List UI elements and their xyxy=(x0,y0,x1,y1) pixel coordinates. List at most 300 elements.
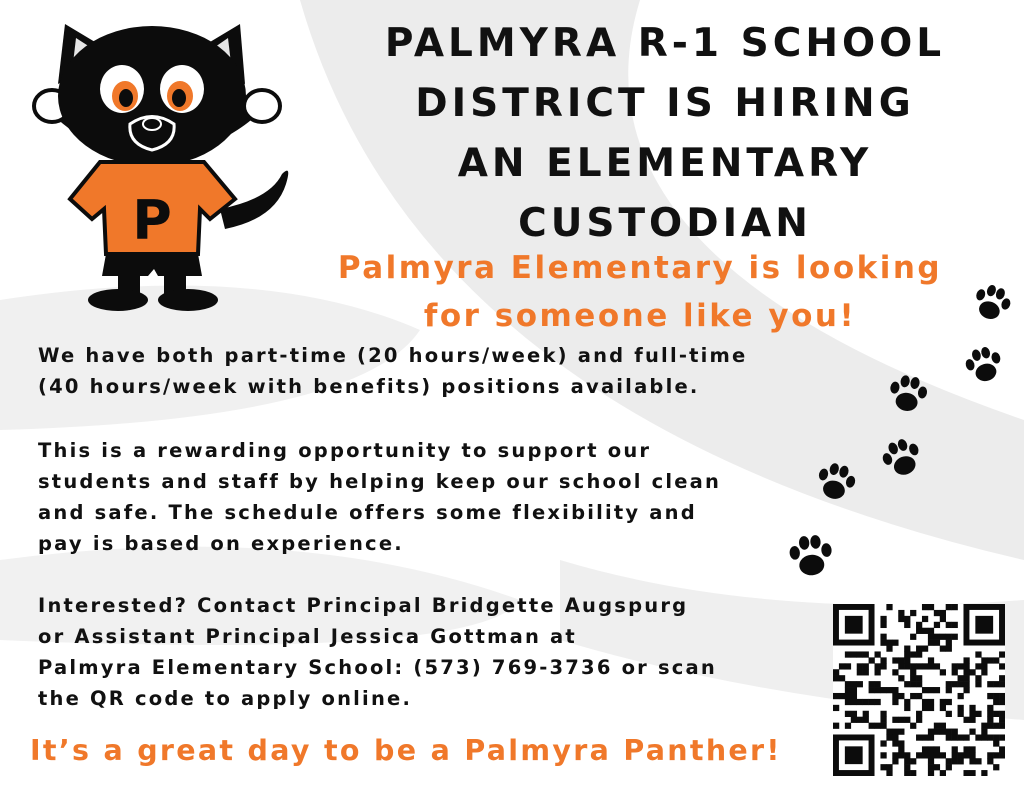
qr-module xyxy=(839,663,845,669)
paw-print-icon xyxy=(814,460,858,504)
panther-mascot-icon xyxy=(30,14,290,314)
qr-module xyxy=(987,717,993,723)
qr-module xyxy=(892,669,898,675)
qr-module xyxy=(916,711,922,717)
qr-module xyxy=(886,764,892,770)
qr-module xyxy=(993,752,999,758)
qr-module xyxy=(880,622,886,628)
qr-module xyxy=(904,752,910,758)
qr-module xyxy=(845,693,851,699)
qr-module xyxy=(975,651,981,657)
qr-module xyxy=(886,770,892,776)
qr-module xyxy=(999,693,1005,699)
qr-module xyxy=(928,663,934,669)
qr-module xyxy=(916,734,922,740)
qr-module xyxy=(940,610,946,616)
qr-module xyxy=(892,729,898,735)
paragraph-line: Palmyra Elementary School: (573) 769-3736 or scan xyxy=(38,656,717,679)
qr-module xyxy=(892,693,898,699)
qr-module xyxy=(863,663,869,669)
qr-module xyxy=(869,699,875,705)
qr-module xyxy=(898,663,904,669)
qr-module xyxy=(969,770,975,776)
qr-module xyxy=(928,746,934,752)
qr-module xyxy=(910,669,916,675)
qr-module xyxy=(845,687,851,693)
mascot-shirt-letter: P xyxy=(132,189,172,252)
qr-module xyxy=(987,711,993,717)
qr-module xyxy=(916,717,922,723)
qr-module xyxy=(922,699,928,705)
qr-module xyxy=(922,604,928,610)
qr-module xyxy=(981,669,987,675)
qr-module xyxy=(928,634,934,640)
qr-module xyxy=(981,663,987,669)
qr-module xyxy=(952,729,958,735)
qr-code-icon xyxy=(833,604,1005,776)
qr-module xyxy=(993,711,999,717)
qr-module xyxy=(880,752,886,758)
qr-module xyxy=(892,758,898,764)
qr-module xyxy=(969,729,975,735)
qr-module xyxy=(946,634,952,640)
qr-module xyxy=(857,717,863,723)
qr-module xyxy=(952,663,958,669)
qr-module xyxy=(928,770,934,776)
paragraph-line: or Assistant Principal Jessica Gottman at xyxy=(38,625,577,648)
qr-module xyxy=(922,746,928,752)
qr-module xyxy=(952,622,958,628)
qr-module xyxy=(910,723,916,729)
qr-module xyxy=(934,746,940,752)
qr-module xyxy=(969,758,975,764)
qr-module xyxy=(916,651,922,657)
qr-module xyxy=(833,723,839,729)
qr-module xyxy=(987,723,993,729)
qr-module xyxy=(869,723,875,729)
qr-module xyxy=(910,681,916,687)
qr-module xyxy=(946,734,952,740)
qr-module xyxy=(934,640,940,646)
qr-module xyxy=(975,675,981,681)
qr-module xyxy=(952,752,958,758)
qr-module xyxy=(999,681,1005,687)
qr-module xyxy=(904,622,910,628)
paw-print-icon xyxy=(970,282,1014,324)
qr-module xyxy=(892,717,898,723)
qr-module xyxy=(898,657,904,663)
qr-module xyxy=(999,723,1005,729)
qr-module xyxy=(969,752,975,758)
qr-module xyxy=(922,616,928,622)
qr-module xyxy=(981,723,987,729)
qr-module xyxy=(981,770,987,776)
qr-module xyxy=(863,651,869,657)
qr-module xyxy=(892,640,898,646)
headline xyxy=(360,14,970,254)
qr-module xyxy=(946,687,952,693)
qr-module xyxy=(975,681,981,687)
qr-finder-pattern xyxy=(975,616,993,634)
qr-module xyxy=(886,734,892,740)
qr-module xyxy=(940,646,946,652)
qr-module xyxy=(987,734,993,740)
qr-module xyxy=(999,746,1005,752)
qr-module xyxy=(928,687,934,693)
qr-module xyxy=(928,752,934,758)
qr-module xyxy=(987,705,993,711)
qr-module xyxy=(946,711,952,717)
qr-module xyxy=(904,657,910,663)
opportunity-paragraph xyxy=(38,435,798,559)
paragraph-line: and safe. The schedule offers some flexibility and xyxy=(38,501,697,524)
qr-module xyxy=(898,693,904,699)
qr-module xyxy=(993,764,999,770)
paragraph-line: Interested? Contact Principal Bridgette Augspurg xyxy=(38,594,689,617)
qr-module xyxy=(922,628,928,634)
qr-module xyxy=(851,651,857,657)
qr-module xyxy=(993,734,999,740)
qr-module xyxy=(880,640,886,646)
qr-module xyxy=(963,746,969,752)
qr-module xyxy=(880,717,886,723)
qr-module xyxy=(898,675,904,681)
qr-module xyxy=(880,687,886,693)
qr-module xyxy=(880,663,886,669)
qr-module xyxy=(922,734,928,740)
qr-module xyxy=(851,693,857,699)
qr-module xyxy=(922,663,928,669)
qr-module xyxy=(863,717,869,723)
positions-paragraph xyxy=(38,340,798,402)
qr-module xyxy=(940,723,946,729)
qr-module xyxy=(886,646,892,652)
qr-module xyxy=(958,663,964,669)
qr-module xyxy=(928,640,934,646)
qr-module xyxy=(851,699,857,705)
contact-paragraph xyxy=(38,590,798,714)
qr-module xyxy=(963,770,969,776)
qr-module xyxy=(916,752,922,758)
qr-module xyxy=(886,729,892,735)
qr-module xyxy=(875,699,881,705)
subheadline-line: for someone like you! xyxy=(423,298,857,334)
qr-module xyxy=(952,669,958,675)
paragraph-line: This is a rewarding opportunity to support our xyxy=(38,439,652,462)
qr-module xyxy=(857,669,863,675)
qr-module xyxy=(969,746,975,752)
qr-module xyxy=(946,681,952,687)
qr-module xyxy=(934,622,940,628)
qr-module xyxy=(946,646,952,652)
qr-module xyxy=(993,657,999,663)
qr-module xyxy=(981,729,987,735)
paragraph-line: We have both part-time (20 hours/week) and full-time xyxy=(38,344,748,367)
qr-module xyxy=(880,740,886,746)
qr-module xyxy=(892,752,898,758)
qr-module xyxy=(969,717,975,723)
qr-module xyxy=(922,705,928,711)
qr-module xyxy=(863,669,869,675)
qr-module xyxy=(928,657,934,663)
qr-module xyxy=(875,681,881,687)
qr-module xyxy=(880,711,886,717)
qr-module xyxy=(875,723,881,729)
qr-module xyxy=(916,628,922,634)
qr-module xyxy=(863,699,869,705)
qr-module xyxy=(904,764,910,770)
qr-module xyxy=(845,699,851,705)
qr-module xyxy=(958,711,964,717)
qr-module xyxy=(946,758,952,764)
qr-module xyxy=(928,729,934,735)
headline-line: AN ELEMENTARY xyxy=(457,141,873,186)
qr-module xyxy=(916,622,922,628)
qr-module xyxy=(904,681,910,687)
qr-module xyxy=(898,717,904,723)
qr-module xyxy=(875,669,881,675)
qr-module xyxy=(910,610,916,616)
qr-module xyxy=(904,616,910,622)
paragraph-line: pay is based on experience. xyxy=(38,532,404,555)
qr-module xyxy=(833,669,839,675)
qr-module xyxy=(869,657,875,663)
qr-module xyxy=(875,687,881,693)
qr-module xyxy=(975,711,981,717)
qr-module xyxy=(963,734,969,740)
qr-module xyxy=(999,651,1005,657)
qr-module xyxy=(999,752,1005,758)
qr-module xyxy=(981,734,987,740)
qr-module xyxy=(940,705,946,711)
qr-module xyxy=(958,693,964,699)
qr-module xyxy=(869,687,875,693)
qr-module xyxy=(958,705,964,711)
qr-module xyxy=(886,640,892,646)
qr-module xyxy=(934,752,940,758)
qr-module xyxy=(969,669,975,675)
qr-module xyxy=(940,669,946,675)
qr-module xyxy=(963,681,969,687)
qr-module xyxy=(952,681,958,687)
qr-module xyxy=(934,610,940,616)
qr-module xyxy=(969,711,975,717)
qr-module xyxy=(958,752,964,758)
qr-module xyxy=(898,740,904,746)
qr-module xyxy=(975,663,981,669)
qr-module xyxy=(946,604,952,610)
qr-module xyxy=(999,699,1005,705)
qr-module xyxy=(934,687,940,693)
qr-module xyxy=(946,699,952,705)
qr-module xyxy=(904,646,910,652)
paw-print-icon xyxy=(962,344,1006,386)
qr-module xyxy=(934,764,940,770)
qr-module xyxy=(993,740,999,746)
qr-module xyxy=(892,687,898,693)
paw-print-icon xyxy=(786,530,836,582)
qr-module xyxy=(916,675,922,681)
qr-module xyxy=(851,717,857,723)
qr-module xyxy=(857,699,863,705)
qr-module xyxy=(987,752,993,758)
qr-module xyxy=(898,616,904,622)
qr-module xyxy=(958,681,964,687)
qr-module xyxy=(999,711,1005,717)
qr-module xyxy=(880,634,886,640)
qr-module xyxy=(963,717,969,723)
qr-module xyxy=(928,604,934,610)
paragraph-line: students and staff by helping keep our school clean xyxy=(38,470,722,493)
qr-module xyxy=(916,681,922,687)
qr-module xyxy=(981,657,987,663)
qr-finder-pattern xyxy=(845,746,863,764)
qr-module xyxy=(904,699,910,705)
qr-module xyxy=(993,681,999,687)
headline-line: CUSTODIAN xyxy=(518,201,812,246)
headline-line: PALMYRA R-1 SCHOOL xyxy=(384,21,946,66)
qr-module xyxy=(934,729,940,735)
qr-module xyxy=(952,604,958,610)
qr-module xyxy=(934,663,940,669)
qr-module xyxy=(963,657,969,663)
qr-module xyxy=(993,699,999,705)
paragraph-line: (40 hours/week with benefits) positions available. xyxy=(38,375,700,398)
qr-module xyxy=(963,675,969,681)
qr-module xyxy=(904,705,910,711)
qr-module xyxy=(963,687,969,693)
qr-module xyxy=(969,705,975,711)
qr-module xyxy=(904,663,910,669)
qr-module xyxy=(993,723,999,729)
qr-module xyxy=(851,687,857,693)
qr-module xyxy=(958,758,964,764)
qr-module xyxy=(845,663,851,669)
qr-module xyxy=(940,729,946,735)
qr-module xyxy=(946,640,952,646)
qr-module xyxy=(904,651,910,657)
qr-module xyxy=(880,616,886,622)
qr-module xyxy=(987,657,993,663)
qr-module xyxy=(863,711,869,717)
qr-module xyxy=(940,634,946,640)
qr-module xyxy=(833,675,839,681)
qr-module xyxy=(880,657,886,663)
qr-module xyxy=(857,681,863,687)
qr-module xyxy=(928,699,934,705)
qr-module xyxy=(946,622,952,628)
qr-module xyxy=(934,723,940,729)
qr-module xyxy=(898,752,904,758)
qr-module xyxy=(952,634,958,640)
tagline: It’s a great day to be a Palmyra Panther! xyxy=(30,734,782,767)
qr-module xyxy=(845,651,851,657)
qr-module xyxy=(952,746,958,752)
qr-module xyxy=(987,693,993,699)
qr-module xyxy=(910,663,916,669)
qr-module xyxy=(940,752,946,758)
qr-module xyxy=(892,734,898,740)
qr-module xyxy=(952,758,958,764)
qr-module xyxy=(958,675,964,681)
qr-module xyxy=(845,681,851,687)
qr-module xyxy=(910,770,916,776)
qr-module xyxy=(910,651,916,657)
qr-module xyxy=(922,752,928,758)
qr-module xyxy=(875,663,881,669)
qr-module xyxy=(999,717,1005,723)
qr-module xyxy=(904,770,910,776)
qr-module xyxy=(975,758,981,764)
qr-module xyxy=(946,764,952,770)
qr-module xyxy=(898,729,904,735)
qr-module xyxy=(975,734,981,740)
qr-module xyxy=(940,616,946,622)
qr-module xyxy=(857,663,863,669)
qr-module xyxy=(845,711,851,717)
qr-module xyxy=(910,693,916,699)
qr-module xyxy=(904,758,910,764)
qr-module xyxy=(993,693,999,699)
qr-finder-pattern xyxy=(845,616,863,634)
qr-module xyxy=(934,634,940,640)
subheadline xyxy=(290,244,990,340)
qr-module xyxy=(910,675,916,681)
qr-module xyxy=(946,729,952,735)
qr-module xyxy=(999,663,1005,669)
qr-module xyxy=(928,705,934,711)
paw-print-icon xyxy=(880,436,924,480)
qr-module xyxy=(963,752,969,758)
qr-module xyxy=(892,699,898,705)
qr-module xyxy=(851,681,857,687)
qr-module xyxy=(916,663,922,669)
qr-module xyxy=(886,687,892,693)
qr-module xyxy=(875,651,881,657)
qr-module xyxy=(940,699,946,705)
qr-module xyxy=(928,758,934,764)
qr-module xyxy=(839,693,845,699)
qr-module xyxy=(928,764,934,770)
qr-module xyxy=(963,663,969,669)
qr-module xyxy=(833,693,839,699)
qr-module xyxy=(928,734,934,740)
qr-module xyxy=(892,657,898,663)
qr-module xyxy=(999,734,1005,740)
qr-module xyxy=(833,705,839,711)
qr-module xyxy=(922,687,928,693)
qr-module xyxy=(898,610,904,616)
qr-module xyxy=(910,758,916,764)
qr-module xyxy=(845,723,851,729)
qr-module xyxy=(928,628,934,634)
qr-module xyxy=(922,646,928,652)
qr-module xyxy=(892,740,898,746)
qr-module xyxy=(916,693,922,699)
subheadline-line: Palmyra Elementary is looking xyxy=(337,250,943,286)
qr-module xyxy=(916,646,922,652)
qr-module xyxy=(851,711,857,717)
qr-module xyxy=(987,681,993,687)
qr-module xyxy=(999,675,1005,681)
headline-line: DISTRICT IS HIRING xyxy=(415,81,915,126)
paw-print-icon xyxy=(886,372,930,416)
qr-module xyxy=(904,717,910,723)
qr-module xyxy=(880,723,886,729)
qr-module xyxy=(898,746,904,752)
qr-module xyxy=(880,764,886,770)
qr-module xyxy=(958,734,964,740)
